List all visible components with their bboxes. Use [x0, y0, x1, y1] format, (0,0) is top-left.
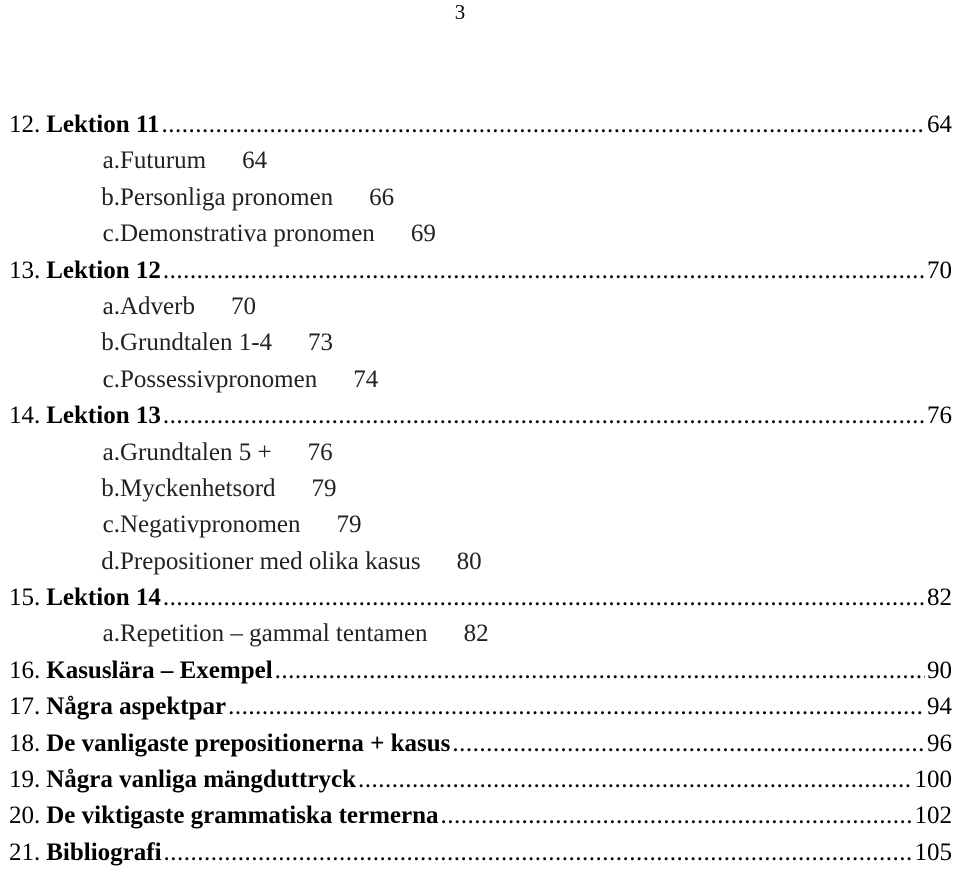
table-of-contents	[0, 107, 960, 871]
toc-leader-dots	[228, 689, 925, 725]
toc-section-entry	[0, 544, 960, 580]
toc-section-entry	[0, 289, 960, 325]
toc-leader-dots	[163, 253, 925, 289]
toc-page-number: 74	[353, 365, 379, 393]
toc-section-title: Adverb	[120, 292, 195, 320]
toc-chapter-title: Några vanliga mängduttryck	[46, 766, 356, 794]
toc-section-entry	[0, 180, 960, 216]
toc-page-number: 66	[369, 183, 395, 211]
toc-leader-dots	[452, 726, 925, 762]
toc-chapter-number: 15.	[9, 584, 41, 612]
toc-section-title: Repetition – gammal tentamen	[120, 620, 428, 648]
toc-chapter-number: 13.	[9, 256, 41, 284]
toc-section-title-group	[120, 544, 482, 580]
toc-section-letter: b.	[101, 474, 120, 502]
toc-page-number: 90	[927, 656, 952, 684]
toc-leader-dots	[441, 798, 913, 834]
toc-section-letter: a.	[102, 147, 120, 175]
toc-page-number: 82	[927, 584, 952, 612]
toc-section-letter: b.	[101, 329, 120, 357]
toc-section-title-group	[120, 507, 362, 543]
toc-chapter-number: 14.	[9, 402, 41, 430]
toc-chapter-entry	[0, 762, 960, 798]
toc-chapter-title: Lektion 14	[46, 584, 161, 612]
toc-page-number: 70	[230, 292, 256, 320]
toc-page-number: 94	[927, 693, 952, 721]
toc-section-title: Prepositioner med olika kasus	[120, 547, 421, 575]
toc-section-letter: c.	[102, 220, 120, 248]
toc-page-number: 80	[456, 547, 482, 575]
toc-section-entry	[0, 143, 960, 179]
toc-leader-dots	[161, 107, 925, 143]
toc-section-title: Demonstrativa pronomen	[120, 220, 375, 248]
toc-chapter-title: Lektion 12	[46, 256, 161, 284]
toc-page-number: 105	[914, 838, 952, 866]
toc-leader-dots	[163, 398, 925, 434]
toc-section-title-group	[120, 435, 333, 471]
toc-section-title: Personliga pronomen	[120, 183, 334, 211]
toc-section-letter: c.	[102, 365, 120, 393]
toc-leader-dots	[164, 835, 913, 871]
toc-page-number: 69	[410, 220, 436, 248]
toc-chapter-entry	[0, 580, 960, 616]
toc-leader-dots	[163, 580, 925, 616]
toc-section-letter: d.	[101, 547, 120, 575]
toc-section-entry	[0, 362, 960, 398]
toc-section-title: Grundtalen 5 +	[120, 438, 272, 466]
toc-page-number: 96	[927, 729, 952, 757]
toc-section-letter: a.	[102, 292, 120, 320]
toc-chapter-entry	[0, 398, 960, 434]
toc-section-entry	[0, 616, 960, 652]
toc-section-title-group	[120, 616, 489, 652]
toc-chapter-entry	[0, 689, 960, 725]
toc-section-title-group	[120, 362, 378, 398]
toc-section-entry	[0, 325, 960, 361]
toc-chapter-number: 16.	[9, 656, 41, 684]
toc-page-number: 73	[308, 329, 334, 357]
toc-page-number: 79	[336, 511, 362, 539]
toc-page-number: 64	[927, 111, 952, 138]
toc-chapter-number: 21.	[9, 838, 41, 866]
toc-page-number: 102	[914, 802, 952, 830]
toc-chapter-entry	[0, 798, 960, 834]
toc-chapter-title: Kasuslära – Exempel	[46, 656, 273, 684]
toc-leader-dots	[275, 653, 925, 689]
toc-chapter-title: Lektion 13	[46, 402, 161, 430]
toc-chapter-number: 19.	[9, 766, 41, 794]
toc-chapter-title: De viktigaste grammatiska termerna	[46, 802, 439, 830]
toc-chapter-entry	[0, 835, 960, 871]
toc-page-number: 70	[927, 256, 952, 284]
toc-chapter-title: Bibliografi	[46, 838, 162, 866]
toc-chapter-entry	[0, 653, 960, 689]
toc-section-title: Grundtalen 1-4	[120, 329, 273, 357]
toc-section-title-group	[120, 143, 267, 179]
toc-chapter-entry	[0, 107, 960, 143]
toc-section-entry	[0, 216, 960, 252]
toc-leader-dots	[358, 762, 913, 798]
toc-section-title-group	[120, 289, 256, 325]
toc-section-entry	[0, 435, 960, 471]
toc-section-letter: c.	[102, 511, 120, 539]
toc-chapter-title: Några aspektpar	[46, 693, 227, 721]
toc-chapter-title: De vanligaste prepositionerna + kasus	[46, 729, 451, 757]
toc-section-entry	[0, 507, 960, 543]
toc-chapter-number: 18.	[9, 729, 41, 757]
toc-section-letter: a.	[102, 438, 120, 466]
toc-section-letter: a.	[102, 620, 120, 648]
toc-section-title-group	[120, 325, 333, 361]
toc-page-number: 79	[311, 474, 337, 502]
toc-chapter-number: 20.	[9, 802, 41, 830]
toc-section-entry	[0, 471, 960, 507]
toc-page-number: 76	[307, 438, 333, 466]
toc-section-title-group	[120, 180, 394, 216]
page-number: 3	[454, 0, 466, 24]
toc-chapter-entry	[0, 726, 960, 762]
toc-page-number: 82	[463, 620, 489, 648]
toc-section-title-group	[120, 216, 436, 252]
toc-section-title: Myckenhetsord	[120, 474, 276, 502]
toc-chapter-number: 17.	[9, 693, 41, 721]
toc-section-title: Negativpronomen	[120, 511, 301, 539]
toc-chapter-entry	[0, 253, 960, 289]
toc-chapter-title: Lektion 11	[46, 111, 160, 138]
toc-page-number: 100	[914, 766, 952, 794]
toc-section-letter: b.	[101, 183, 120, 211]
toc-section-title: Possessivpronomen	[120, 365, 318, 393]
toc-section-title: Futurum	[120, 147, 207, 175]
toc-chapter-number: 12.	[9, 111, 41, 138]
toc-section-title-group	[120, 471, 337, 507]
toc-page-number: 64	[242, 147, 268, 175]
toc-page-number: 76	[927, 402, 952, 430]
